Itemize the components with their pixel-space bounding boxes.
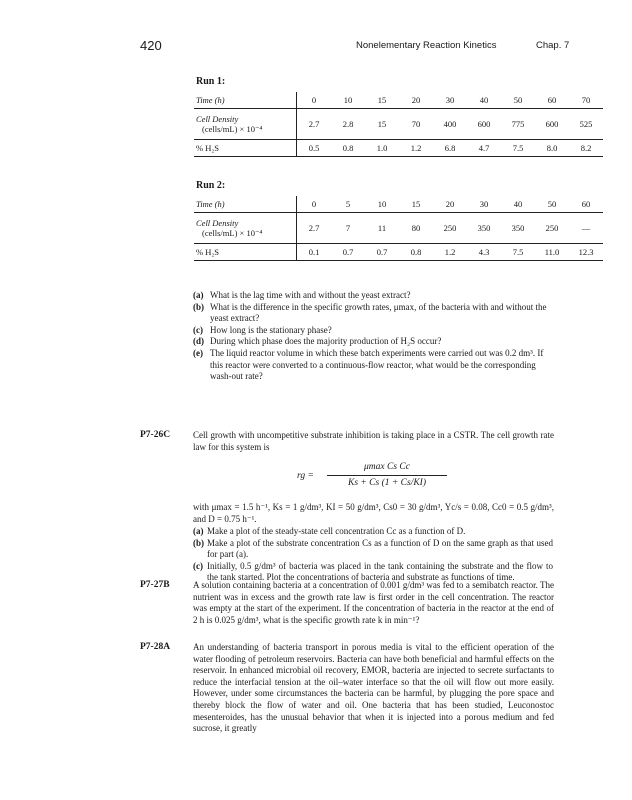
table-cell: 10: [365, 196, 399, 213]
row-label: Cell Density (cells/mL) × 10⁻⁴: [194, 109, 297, 140]
table-row: [194, 196, 603, 213]
table-cell: 350: [467, 213, 501, 244]
problem-number: P7-26C: [140, 430, 171, 440]
chapter-label: Chap. 7: [536, 40, 570, 51]
problem-p7-28: [140, 642, 554, 735]
problem-p7-26: [140, 430, 554, 453]
run1-heading: Run 1:: [196, 76, 226, 87]
table-row: [194, 244, 603, 261]
equation-denominator: Ks + Cs (1 + Cs/KI): [347, 478, 426, 488]
table-cell: 30: [433, 92, 467, 109]
row-label: Cell Density (cells/mL) × 10⁻⁴: [194, 213, 297, 244]
table-cell: 70: [399, 109, 433, 140]
table-cell: —: [569, 213, 603, 244]
table-cell: 0.8: [331, 140, 365, 157]
table-cell: 0.7: [365, 244, 399, 261]
table-cell: 600: [467, 109, 501, 140]
list-item: (a) Make a plot of the steady-state cell concentration Cc as a function of D.: [193, 526, 466, 536]
problem-intro: Cell growth with uncompetitive substrate inhibition is taking place in a CSTR. The cell growth rate law for this system is: [193, 430, 554, 452]
list-item: (e) The liquid reactor volume in which these batch experiments were carried out was 0.2 dm³. If this reactor were converted to a continuous-flow reactor, what would be the corresponding wash-out rate?: [193, 347, 544, 382]
row-label: % H₂S: [194, 244, 297, 261]
table-cell: 7.5: [501, 244, 535, 261]
running-title: Nonelementary Reaction Kinetics: [356, 40, 497, 51]
run2-heading: Run 2:: [196, 180, 226, 191]
table-cell: 40: [467, 92, 501, 109]
run1-table: [194, 92, 603, 157]
page-header: [0, 38, 632, 56]
table-cell: 525: [569, 109, 603, 140]
problem-number: P7-28A: [140, 642, 171, 652]
table-cell: 60: [535, 92, 569, 109]
table-cell: 250: [433, 213, 467, 244]
table-cell: 0.8: [399, 244, 433, 261]
list-item: (c) Initially, 0.5 g/dm³ of bacteria was placed in the tank containing the substrate and the flow to the tank started. Plot the concentrations of bacteria and substrate as functions of time.: [193, 560, 553, 583]
table-cell: 400: [433, 109, 467, 140]
parameter-list: with μmax = 1.5 h⁻¹, Ks = 1 g/dm³, KI = 50 g/dm³, Cs0 = 30 g/dm³, Yc/s = 0.08, Cc0 = 0.5 g/dm³, and D = 0.75 h⁻¹.: [193, 502, 554, 524]
table-cell: 0.7: [331, 244, 365, 261]
table-cell: 0.5: [297, 140, 332, 157]
question-list: [193, 290, 553, 383]
rate-law-equation: [287, 464, 467, 494]
table-cell: 10: [331, 92, 365, 109]
table-cell: 1.0: [365, 140, 399, 157]
table-cell: 50: [535, 196, 569, 213]
row-label: % H₂S: [194, 140, 297, 157]
table-cell: 11: [365, 213, 399, 244]
table-row: [194, 92, 603, 109]
table-cell: 2.7: [297, 213, 332, 244]
table-cell: 7.5: [501, 140, 535, 157]
table-cell: 4.3: [467, 244, 501, 261]
table-cell: 80: [399, 213, 433, 244]
table-cell: 775: [501, 109, 535, 140]
problem-text: A solution containing bacteria at a concentration of 0.001 g/dm³ was fed to a semibatch reactor. The nutrient was in excess and the growth rate law is first order in the cell concentration. The reactor was empty at the start of the experiment. If the concentration of bacteria in the reactor at the end of 2 h is 0.025 g/dm³, what is the specific growth rate k in min⁻¹?: [193, 580, 554, 625]
table-cell: 2.7: [297, 109, 332, 140]
table-cell: 8.0: [535, 140, 569, 157]
list-item: (d) During which phase does the majority production of H₂S occur?: [193, 336, 442, 347]
problem-text: An understanding of bacteria transport in porous media is vital to the efficient operation of the water flooding of petroleum reservoirs. Bacteria can have both beneficial and harmful effects on the reservoir. In enhanced microbial oil recovery, EMOR, bacteria are injected to secrete surfactants to reduce the interfacial tension at the oil–water interface so that the oil will flow out more easily. However, under some circumstances the bacteria can be harmful, by plugging the pore space and thereby block the flow of water and oil. One bacteria that has been studied, Leuconostoc mesenteroides, has the unusual behavior that when it is injected into a porous medium and fed sucrose, it greatly: [193, 642, 554, 734]
table-cell: 1.2: [433, 244, 467, 261]
table-row: [194, 140, 603, 157]
table-cell: 6.8: [433, 140, 467, 157]
table-cell: 15: [399, 196, 433, 213]
page-number: 420: [140, 38, 162, 53]
list-item: (c) How long is the stationary phase?: [193, 324, 332, 335]
table-cell: 600: [535, 109, 569, 140]
problem-number: P7-27B: [140, 580, 170, 590]
table-row: [194, 213, 603, 244]
table-cell: 15: [365, 109, 399, 140]
table-cell: 4.7: [467, 140, 501, 157]
table-cell: 350: [501, 213, 535, 244]
table-cell: 12.3: [569, 244, 603, 261]
run2-table: [194, 196, 603, 261]
table-row: [194, 109, 603, 140]
table-cell: 1.2: [399, 140, 433, 157]
table-cell: 30: [467, 196, 501, 213]
table-cell: 0.1: [297, 244, 332, 261]
table-cell: 40: [501, 196, 535, 213]
list-item: (b) What is the difference in the specific growth rates, μmax, of the bacteria with and without the yeast extract?: [193, 301, 547, 324]
table-cell: 8.2: [569, 140, 603, 157]
table-cell: 5: [331, 196, 365, 213]
problem-p7-26-params: [140, 502, 554, 525]
table-cell: 20: [433, 196, 467, 213]
equation-lhs: rg =: [297, 471, 314, 481]
equation-numerator: μmax Cs Cc: [364, 462, 410, 472]
table-cell: 0: [297, 196, 332, 213]
problem-p7-27: [140, 580, 554, 626]
table-cell: 7: [331, 213, 365, 244]
table-cell: 0: [297, 92, 332, 109]
row-label: Time (h): [194, 92, 297, 109]
list-item: (b) Make a plot of the substrate concentration Cs as a function of D on the same graph as that used for part (a).: [193, 537, 553, 560]
list-item: (a) What is the lag time with and without the yeast extract?: [193, 290, 411, 300]
table-cell: 11.0: [535, 244, 569, 261]
row-label: Time (h): [194, 196, 297, 213]
table-cell: 60: [569, 196, 603, 213]
table-cell: 15: [365, 92, 399, 109]
table-cell: 70: [569, 92, 603, 109]
problem-p7-26-parts: [193, 526, 553, 584]
table-cell: 20: [399, 92, 433, 109]
table-cell: 2.8: [331, 109, 365, 140]
table-cell: 50: [501, 92, 535, 109]
table-cell: 250: [535, 213, 569, 244]
fraction-bar: [327, 475, 447, 476]
